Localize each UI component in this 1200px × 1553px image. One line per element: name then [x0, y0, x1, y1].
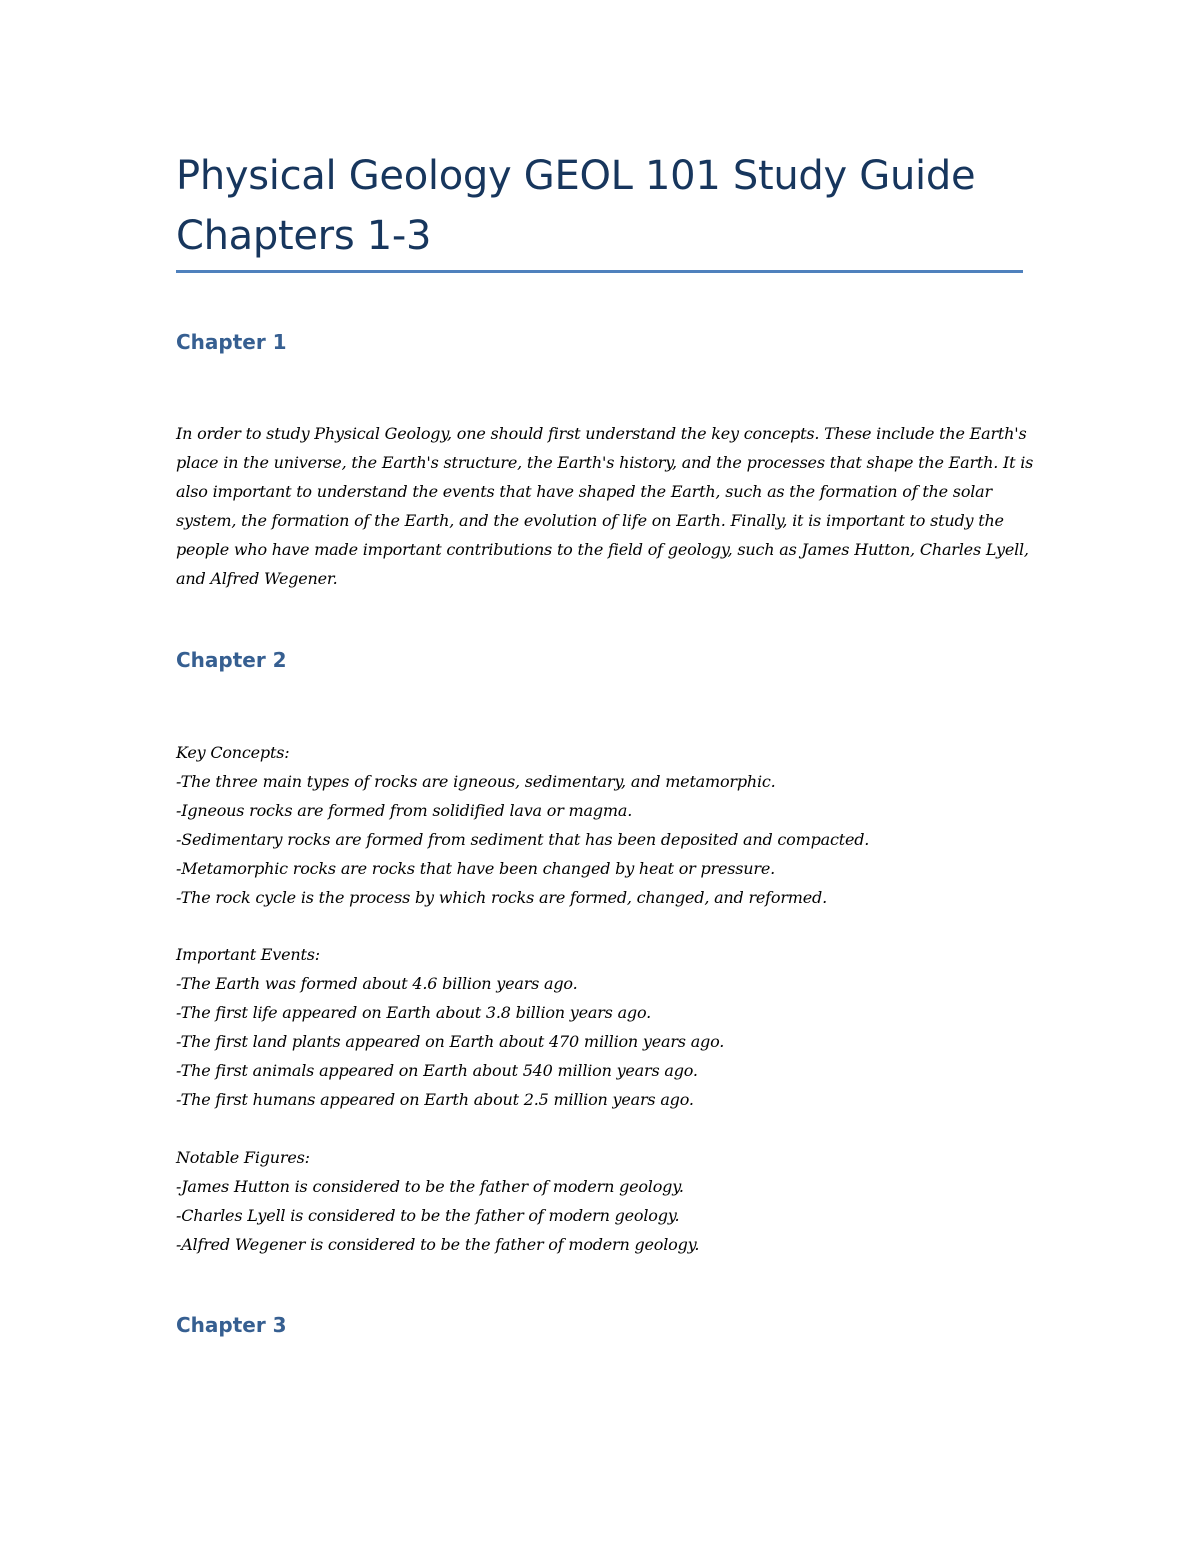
list-item: -Igneous rocks are formed from solidified lava or magma. [176, 801, 633, 820]
chapter-1-heading: Chapter 1 [176, 330, 287, 354]
chapter-3-heading: Chapter 3 [176, 1313, 287, 1337]
list-item: -The first humans appeared on Earth about 2.5 million years ago. [176, 1090, 694, 1109]
document-title: Physical Geology GEOL 101 Study Guide Chapters 1-3 [176, 153, 976, 259]
key-concepts-section [176, 738, 1036, 912]
title-underline [176, 270, 1023, 273]
list-item: -Charles Lyell is considered to be the father of modern geology. [176, 1206, 680, 1225]
list-item: -Sedimentary rocks are formed from sediment that has been deposited and compacted. [176, 830, 870, 849]
list-item: -James Hutton is considered to be the father of modern geology. [176, 1177, 684, 1196]
list-item: -The rock cycle is the process by which rocks are formed, changed, and reformed. [176, 888, 827, 907]
list-item: -The first animals appeared on Earth about 540 million years ago. [176, 1061, 698, 1080]
list-item: -The three main types of rocks are igneous, sedimentary, and metamorphic. [176, 772, 776, 791]
chapter-2-heading: Chapter 2 [176, 648, 287, 672]
notable-figures-section [176, 1143, 1036, 1259]
important-events-section [176, 940, 1036, 1114]
important-events-label: Important Events: [176, 945, 320, 964]
list-item: -Alfred Wegener is considered to be the father of modern geology. [176, 1235, 700, 1254]
list-item: -The first life appeared on Earth about 3.8 billion years ago. [176, 1003, 651, 1022]
notable-figures-label: Notable Figures: [176, 1148, 310, 1167]
list-item: -Metamorphic rocks are rocks that have been changed by heat or pressure. [176, 859, 775, 878]
chapter-1-paragraph: In order to study Physical Geology, one should first understand the key concepts. These include the Earth's place in the universe, the Earth's structure, the Earth's history, and the processes that shape the Earth. It is also important to understand the events that have shaped the Earth, such as the formation of the solar system, the formation of the Earth, and the evolution of life on Earth. Finally, it is important to study the people who have made important contributions to the field of geology, such as James Hutton, Charles Lyell, and Alfred Wegener. [176, 424, 1034, 588]
key-concepts-label: Key Concepts: [176, 743, 290, 762]
list-item: -The first land plants appeared on Earth about 470 million years ago. [176, 1032, 725, 1051]
list-item: -The Earth was formed about 4.6 billion years ago. [176, 974, 578, 993]
